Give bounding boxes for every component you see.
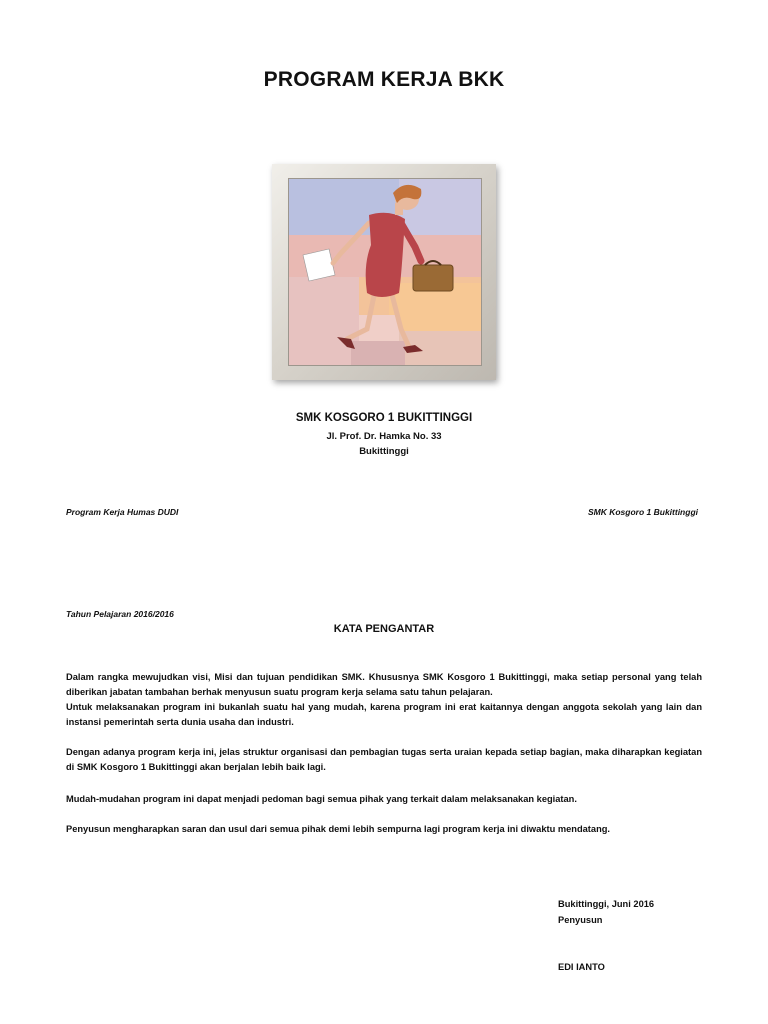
paragraph-3: Mudah-mudahan program ini dapat menjadi pedoman bagi semua pihak yang terkait dalam melaksanakan kegiatan. <box>66 794 577 804</box>
paragraph-4: Penyusun mengharapkan saran dan usul dari semua pihak demi lebih sempurna lagi program kerja ini diwaktu mendatang. <box>66 824 611 834</box>
footer-left-text: Program Kerja Humas DUDI <box>66 507 179 517</box>
school-address: Jl. Prof. Dr. Hamka No. 33 <box>326 431 442 442</box>
academic-year-label: Tahun Pelajaran 2016/2016 <box>66 609 174 619</box>
paragraph-2: Dengan adanya program kerja ini, jelas struktur organisasi dan pembagian tugas serta uraian kepada setiap bagian, maka diharapkan kegiatan di SMK Kosgoro 1 Bukittinggi akan berjalan lebih baik lagi. <box>66 747 702 772</box>
page-title: PROGRAM KERJA BKK <box>263 68 505 91</box>
signature-name: EDI IANTO <box>558 962 605 972</box>
school-city: Bukittinggi <box>359 446 409 457</box>
signature-role: Penyusun <box>558 915 603 925</box>
section-title: KATA PENGANTAR <box>333 623 435 635</box>
paragraph-1: Dalam rangka mewujudkan visi, Misi dan tujuan pendidikan SMK. Khususnya SMK Kosgoro 1 Bukittinggi, maka setiap personal yang telah diberikan jabatan tambahan berhak menyusun suatu program kerja selama satu tahun pelajaran. Untuk melaksanakan program ini bukanlah suatu hal yang mudah, karena program ini erat kaitannya dengan anggota sekolah yang lain dan instansi pemerintah serta dunia usaha dan industri. <box>66 672 702 727</box>
picture-frame <box>272 164 496 380</box>
businesswoman-walking-illustration-icon <box>288 178 482 366</box>
footer-right-text: SMK Kosgoro 1 Bukittinggi <box>587 507 698 517</box>
school-name: SMK KOSGORO 1 BUKITTINGGI <box>295 412 473 424</box>
signature-place-date: Bukittinggi, Juni 2016 <box>558 899 655 909</box>
